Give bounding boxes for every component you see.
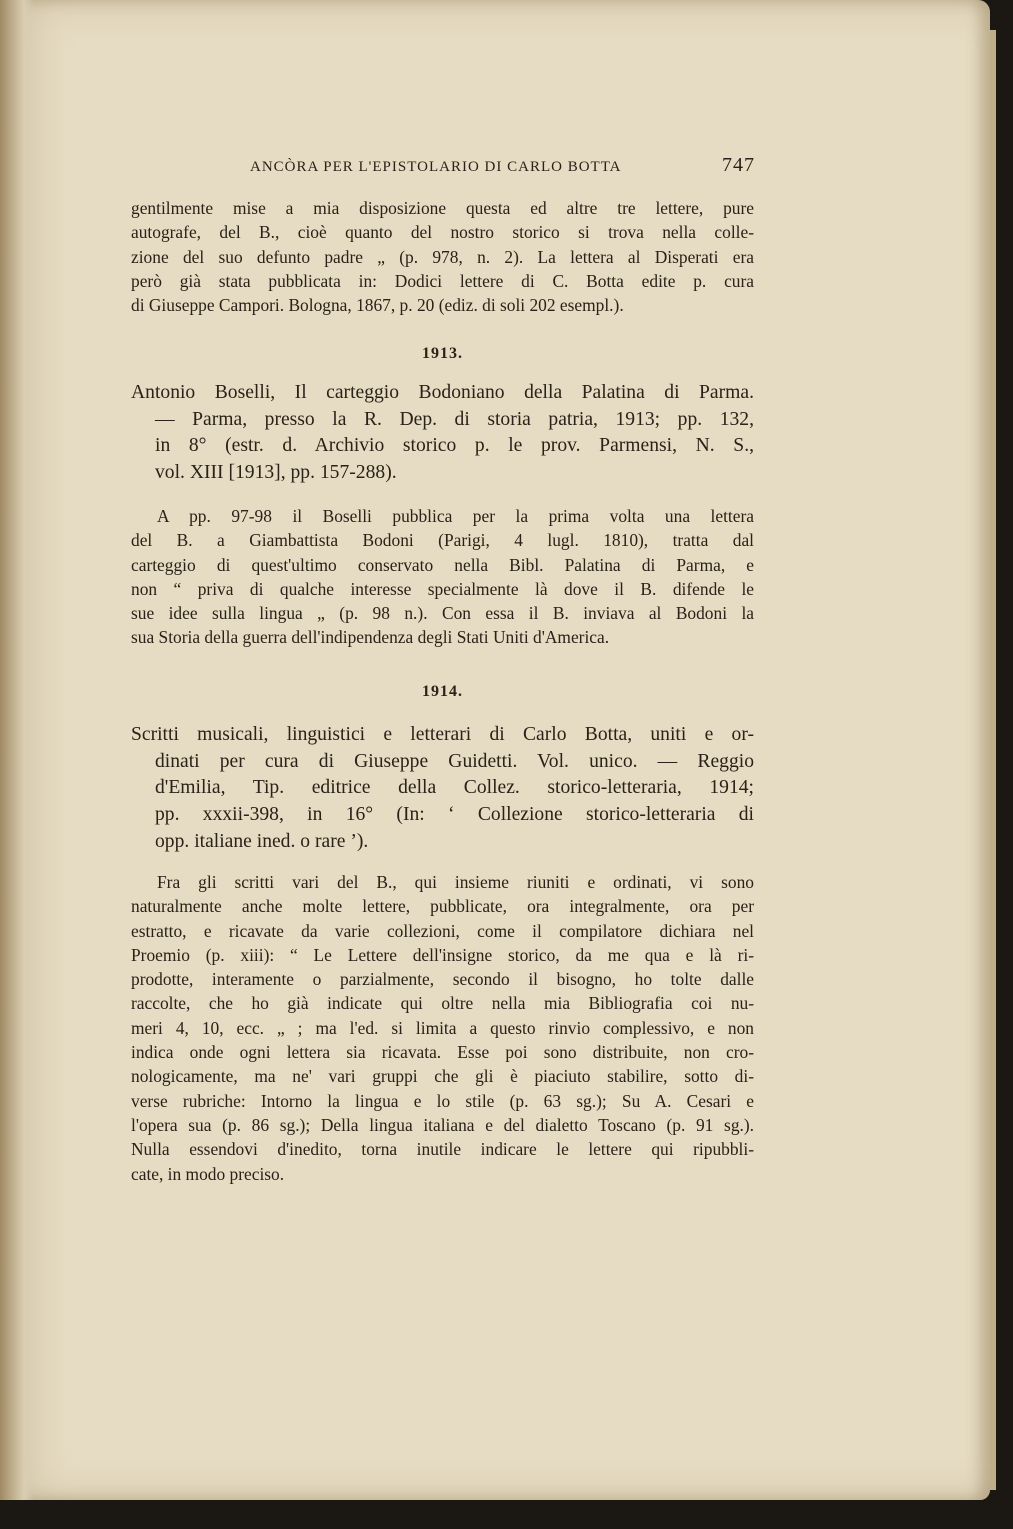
text-line: A pp. 97-98 il Boselli pubblica per la prima volta una lettera — [157, 506, 754, 526]
text-line: zione del suo defunto padre „ (p. 978, n. 2). La lettera al Disperati era — [131, 246, 754, 267]
page-edge — [990, 30, 996, 1490]
entry-line: Antonio Boselli, Il carteggio Bodoniano della Palatina di Parma. — [131, 382, 754, 403]
text-line: l'opera sua (p. 86 sg.); Della lingua italiana e del dialetto Toscano (p. 91 sg.). — [131, 1114, 754, 1135]
text-line: Fra gli scritti vari del B., qui insieme riuniti e ordinati, vi sono — [157, 872, 754, 892]
text-line: estratto, e ricavate da varie collezioni, come il compilatore dichiara nel — [131, 920, 754, 941]
entry-line: d'Emilia, Tip. editrice della Collez. storico-letteraria, 1914; — [155, 777, 754, 799]
text-line: autografe, del B., cioè quanto del nostro storico si trova nella colle- — [131, 222, 754, 243]
entry-line: opp. italiane ined. o rare ’). — [155, 830, 369, 852]
text-line: verse rubriche: Intorno la lingua e lo stile (p. 63 sg.); Su A. Cesari e — [131, 1090, 754, 1111]
text-line: raccolte, che ho già indicate qui oltre nella mia Bibliografia coi nu- — [131, 993, 754, 1014]
text-line: Proemio (p. xiii): “ Le Lettere dell'insigne storico, da me qua e là ri- — [131, 944, 754, 965]
text-line: cate, in modo preciso. — [131, 1163, 285, 1184]
text-line: di Giuseppe Campori. Bologna, 1867, p. 20 (ediz. di soli 202 esempl.). — [131, 295, 624, 316]
text-line: del B. a Giambattista Bodoni (Parigi, 4 lugl. 1810), tratta dal — [131, 530, 754, 551]
text-line: carteggio di quest'ultimo conservato nella Bibl. Palatina di Parma, e — [131, 554, 754, 575]
text-line: indica onde ogni lettera sia ricavata. Esse poi sono distribuite, non cro- — [131, 1042, 754, 1063]
text-line: Nulla essendovi d'inedito, torna inutile indicare le lettere qui ripubbli- — [131, 1139, 754, 1160]
text-line: meri 4, 10, ecc. „ ; ma l'ed. si limita a questo rinvio complessivo, e non — [131, 1017, 754, 1038]
entry-line: vol. XIII [1913], pp. 157-288). — [155, 462, 397, 484]
running-header — [130, 156, 755, 182]
text-line: sue idee sulla lingua „ (p. 98 n.). Con essa il B. inviava al Bodoni la — [131, 603, 754, 624]
bibliographic-entry-1913 — [131, 380, 754, 487]
entry-line: in 8° (estr. d. Archivio storico p. le prov. Parmensi, N. S., — [155, 435, 754, 457]
text-line: però già stata pubblicata in: Dodici lettere di C. Botta edite p. cura — [131, 270, 754, 291]
commentary-1913 — [131, 504, 754, 650]
binding-gutter — [0, 0, 34, 1500]
entry-line: pp. xxxii-398, in 16° (In: ‘ Collezione storico-letteraria di — [155, 804, 754, 826]
entry-line: Scritti musicali, linguistici e letterari di Carlo Botta, uniti e or- — [131, 724, 754, 745]
page-number: 747 — [722, 154, 755, 176]
year-heading-1914: 1914. — [422, 683, 463, 700]
text-line: non “ priva di qualche interesse specialmente là dove il B. difende le — [131, 578, 754, 599]
running-title: ANCÒRA PER L'EPISTOLARIO DI CARLO BOTTA — [250, 159, 622, 175]
year-heading-1913: 1913. — [422, 345, 463, 362]
text-line: nologicamente, ma ne' vari gruppi che gli è piaciuto stabilire, sotto di- — [131, 1066, 754, 1087]
text-line: naturalmente anche molte lettere, pubblicate, ora integralmente, ora per — [131, 896, 754, 917]
intro-paragraph — [131, 196, 754, 317]
text-line: prodotte, interamente o parzialmente, secondo il bisogno, ho tolte dalle — [131, 969, 754, 990]
bibliographic-entry-1914 — [131, 722, 754, 855]
entry-line: — Parma, presso la R. Dep. di storia patria, 1913; pp. 132, — [155, 408, 754, 430]
commentary-1914 — [131, 870, 754, 1186]
text-line: gentilmente mise a mia disposizione questa ed altre tre lettere, pure — [131, 198, 754, 218]
entry-line: dinati per cura di Giuseppe Guidetti. Vol. unico. — Reggio — [155, 750, 754, 772]
text-line: sua Storia della guerra dell'indipendenza degli Stati Uniti d'America. — [131, 627, 610, 648]
